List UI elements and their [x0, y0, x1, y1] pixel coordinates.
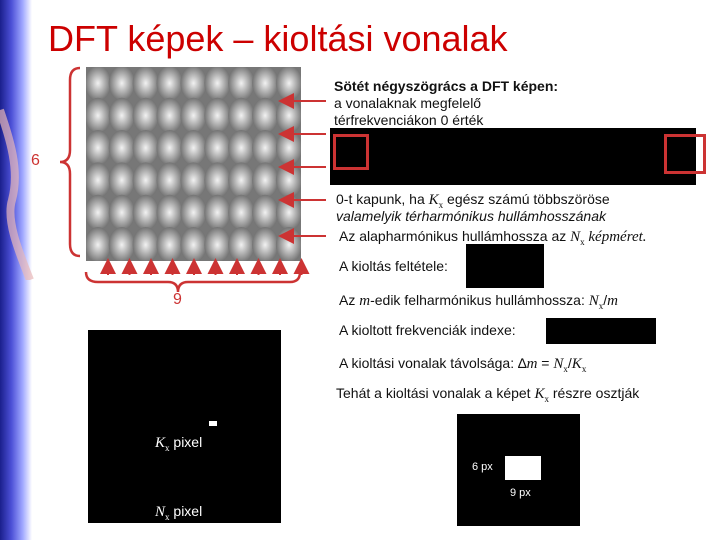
white-dot: [209, 421, 217, 426]
zero-var: K: [428, 192, 439, 208]
nx-sub: x: [165, 511, 170, 522]
nx-post: pixel: [169, 503, 203, 519]
summary-line: [336, 385, 639, 404]
kx-sub: x: [165, 442, 170, 453]
harm-sub: x: [598, 300, 604, 311]
white-rectangle: [505, 456, 541, 480]
harm-m: m: [359, 293, 371, 309]
explanation-line-2: térfrekvenciákon 0 érték: [334, 112, 484, 128]
highlight-box-right: [664, 134, 706, 174]
row-arrows: [280, 101, 326, 236]
nx-pixel-label: [155, 503, 202, 522]
summary-Ksub: x: [544, 393, 549, 404]
harm-m2: m: [607, 293, 618, 309]
harmonic-line: [339, 292, 618, 311]
zero-pre: 0-t kapunk, ha: [336, 191, 429, 207]
zero-post: egész számú többszöröse: [443, 191, 610, 207]
px9-label: 9 px: [510, 487, 531, 499]
dist-eq: =: [537, 355, 554, 371]
dist-delta: ∆: [518, 355, 527, 371]
summary-pre: Tehát a kioltási vonalak a képet: [336, 385, 535, 401]
harm-slash: /: [603, 292, 608, 308]
rows-count-label: 6: [31, 152, 40, 169]
dist-K: K: [571, 356, 582, 372]
condition-label: A kioltás feltétele:: [339, 258, 448, 274]
dist-slash: /: [567, 355, 572, 371]
highlight-box-left: [333, 134, 369, 170]
kx-post: pixel: [169, 434, 203, 450]
summary-K: K: [534, 386, 545, 402]
dist-m: m: [526, 356, 538, 372]
black-sample-image: [88, 330, 281, 523]
condition-formula-box: [466, 244, 544, 288]
dist-pre: A kioltási vonalak távolsága:: [339, 355, 518, 371]
explanation-line-1: a vonalaknak megfelelő: [334, 95, 482, 111]
slide-title: DFT képek – kioltási vonalak: [48, 18, 508, 59]
section-heading: Sötét négyszögrács a DFT képen:: [334, 78, 559, 94]
index-formula-box: [546, 318, 656, 344]
nx-var: N: [155, 504, 166, 520]
fund-pre: Az alapharmónikus hullámhossza az: [339, 228, 571, 244]
left-brace: [60, 68, 80, 256]
harm-mid: -edik felharmónikus hullámhossza:: [370, 292, 589, 308]
harm-N: N: [588, 293, 599, 309]
zero-condition-line: [336, 191, 610, 210]
fund-sub: x: [580, 236, 585, 247]
zero-condition-line-2: valamelyik térharmónikus hullámhosszának: [336, 208, 607, 224]
zero-sub: x: [438, 199, 444, 210]
small-example-image: [457, 414, 580, 526]
kx-var: K: [155, 435, 166, 451]
dist-N: N: [553, 356, 564, 372]
fund-post: képméret.: [584, 229, 647, 245]
cols-count-label: 9: [173, 291, 182, 308]
dist-Nsub: x: [563, 363, 568, 374]
column-arrows: [108, 260, 302, 275]
index-label: A kioltott frekvenciák indexe:: [339, 322, 516, 338]
fund-var: N: [570, 229, 581, 245]
dist-Ksub: x: [581, 363, 587, 374]
line-pattern-image: [330, 128, 696, 185]
kx-pixel-label: [155, 434, 202, 453]
distance-line: [339, 355, 586, 374]
px6-label: 6 px: [472, 461, 493, 473]
summary-post: részre osztják: [548, 385, 640, 401]
harm-pre: Az: [339, 292, 360, 308]
